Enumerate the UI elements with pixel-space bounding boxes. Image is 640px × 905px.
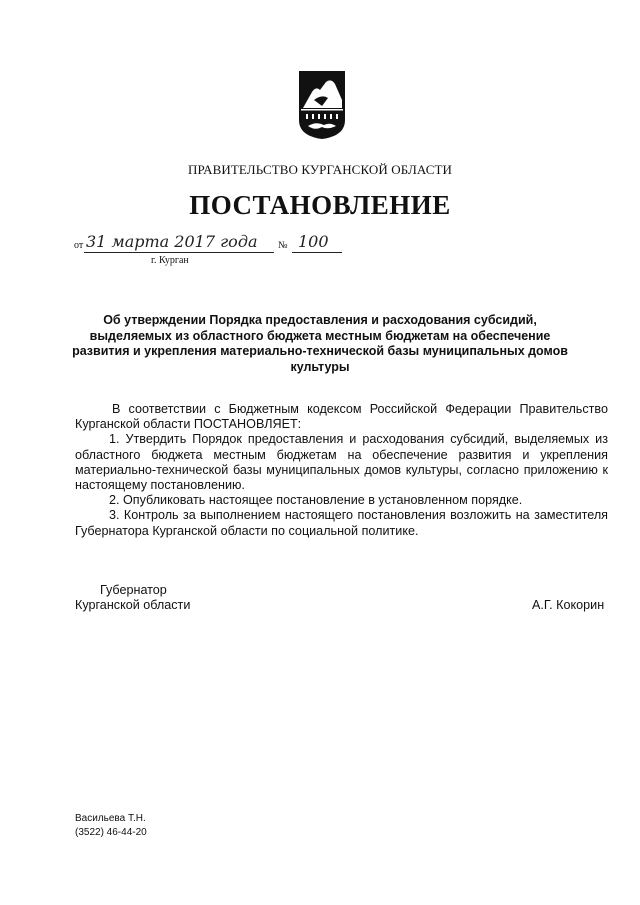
document-body bbox=[75, 402, 608, 539]
government-heading: ПРАВИТЕЛЬСТВО КУРГАНСКОЙ ОБЛАСТИ bbox=[187, 162, 453, 177]
subject-line: развития и укрепления материально-технической базы муниципальных домов bbox=[72, 344, 568, 358]
handwritten-date: 31 марта 2017 года bbox=[86, 232, 258, 251]
executor-phone: (3522) 46-44-20 bbox=[75, 827, 147, 838]
signatory-title-line2: Курганской области bbox=[75, 598, 191, 612]
item-paragraph-1: 1. Утвердить Порядок предоставления и расходования субсидий, выделяемых из областного бюджета местным бюджетам на обеспечение развития и укрепления материально-технической базы муниципальных домов культуры, согласно приложению к настоящему постановлению. bbox=[75, 432, 608, 493]
coat-of-arms-emblem bbox=[298, 70, 346, 140]
number-label: № bbox=[278, 240, 288, 251]
item-paragraph-2: 2. Опубликовать настоящее постановление в установленном порядке. bbox=[109, 493, 523, 508]
handwritten-number: 100 bbox=[298, 232, 329, 251]
subject-line: выделяемых из областного бюджета местным бюджетам на обеспечение bbox=[89, 328, 551, 343]
date-underline bbox=[84, 252, 274, 253]
subject-line: Об утверждении Порядка предоставления и расходования субсидий, bbox=[103, 313, 537, 327]
number-underline bbox=[292, 252, 342, 253]
document-type-title: ПОСТАНОВЛЕНИЕ bbox=[189, 190, 451, 220]
from-label: от bbox=[74, 240, 84, 251]
item-paragraph-3: 3. Контроль за выполнением настоящего постановления возложить на заместителя Губернатора Курганской области по социальной политике. bbox=[75, 508, 608, 538]
subject-line: культуры bbox=[290, 359, 350, 374]
signatory-name: А.Г. Кокорин bbox=[532, 598, 605, 612]
city-label: г. Курган bbox=[151, 255, 189, 266]
preamble-paragraph: В соответствии с Бюджетным кодексом Российской Федерации Правительство Курганской области ПОСТАНОВЛЯЕТ: bbox=[75, 402, 608, 432]
document-subject bbox=[70, 313, 570, 375]
signatory-title-line1: Губернатор bbox=[100, 583, 167, 597]
executor-name: Васильева Т.Н. bbox=[75, 813, 146, 824]
